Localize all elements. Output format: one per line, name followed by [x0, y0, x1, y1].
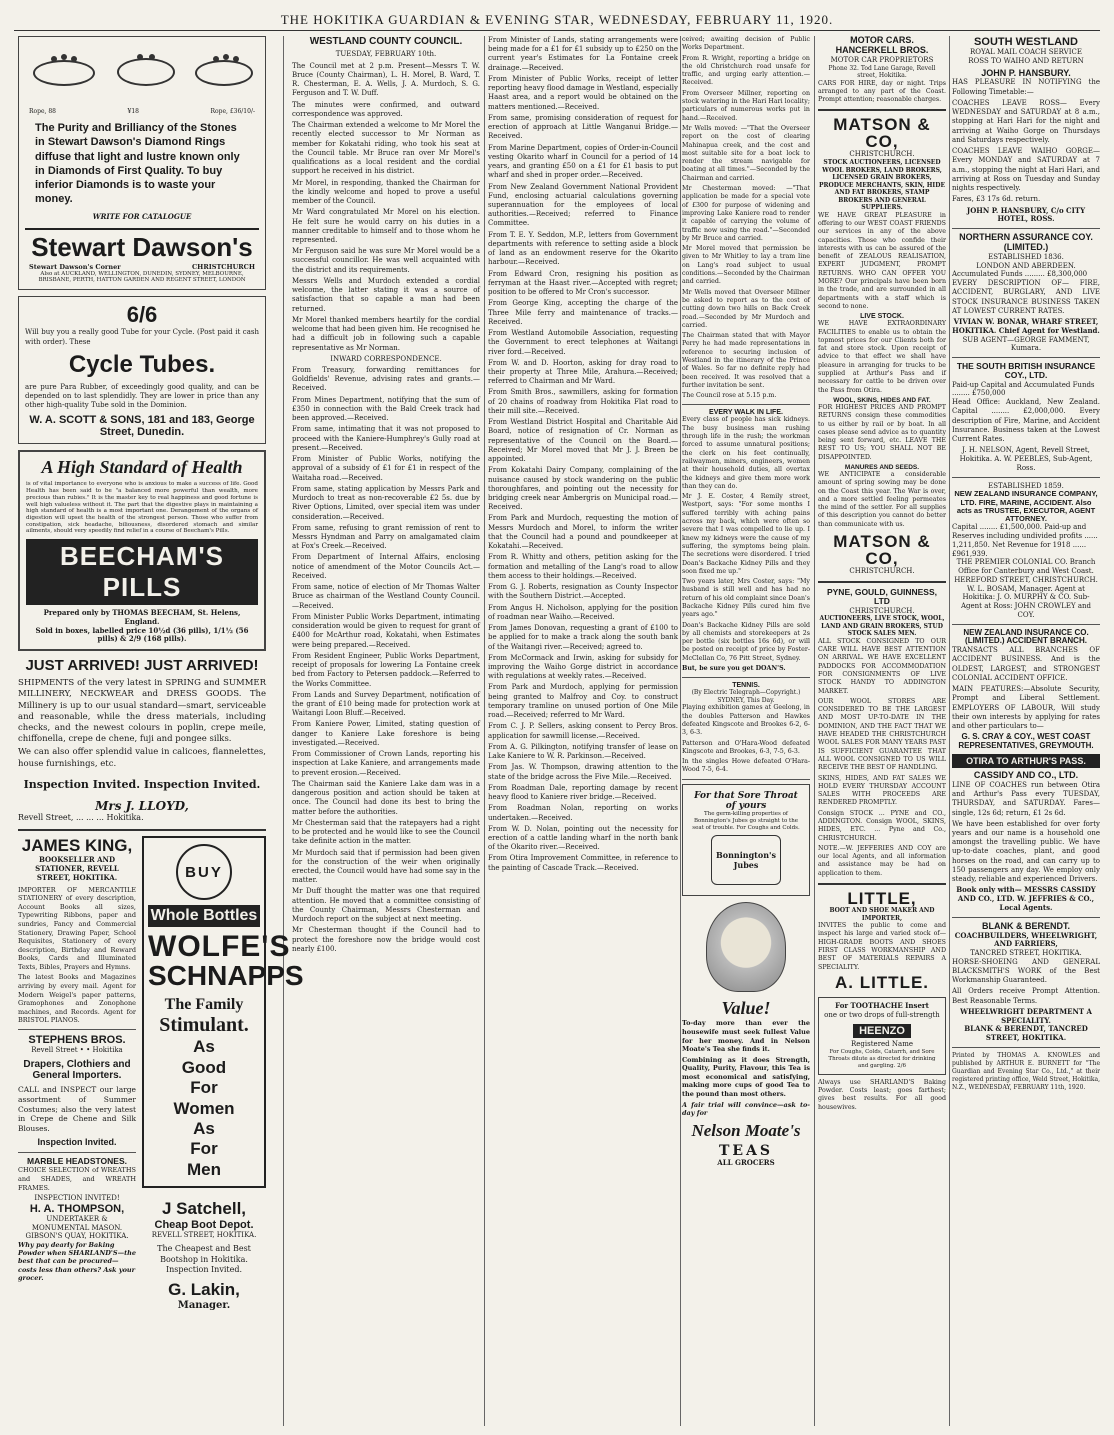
- walk-paragraph: Every class of people has sick kidneys. The busy business man rushing through life in the rush; the workman forced to assume unnatural positions; the clerk on his feet continually, railwaymen, miners, engineers, women at their household duties, all overtax the kidneys and give them more work than they can do.: [682, 416, 810, 490]
- council-paragraph: From same, intimating that it was not proposed to proceed with the Kaniere-Humphrey's Gully road at present.—Received.: [292, 425, 480, 452]
- council-paragraph: The Council rose at 5.15 p.m.: [682, 392, 777, 400]
- tennis-title: TENNIS.: [732, 682, 760, 690]
- na-established: ESTABLISHED 1836.: [988, 252, 1064, 261]
- wolfe-tag-line: As: [193, 1037, 215, 1057]
- beecham-maker: Prepared only by THOMAS BEECHAM, St. Helens, England.: [43, 608, 241, 626]
- nzacc-title: NEW ZEALAND INSURANCE CO. (LIMITED.) ACCIDENT BRANCH.: [963, 627, 1089, 646]
- dawson-city: CHRISTCHURCH: [192, 262, 255, 271]
- council-paragraph: From Overseer Millner, reporting on stock watering in the Hari Hari locality; particulars of numerous works put in hand.—Received.: [682, 89, 810, 122]
- council-paragraph: From T. E. Y. Seddon, M.P., letters from Government departments with reference to setting aside a block of land as an endowment reserve for the Okarito harbour.—Received.: [488, 230, 678, 267]
- satchell-ad: [142, 1194, 266, 1315]
- council-paragraph: From W. and D. Hoorton, asking for dray road to their property at Three Mile, Arahura.—Received; referred to Chairman and Mr Ward.: [488, 358, 678, 386]
- tennis-date: SYDNEY, This Day.: [717, 696, 775, 704]
- heenzo-sub: one or two drops of full-strength: [824, 1010, 940, 1019]
- beecham-sold: Sold in boxes, labelled price 10½d (36 pills), 1/1½ (56 pills) & 2/9 (168 pills).: [35, 625, 249, 644]
- council-paragraph: From Department of Internal Affairs, enclosing notice of amendment of the Motor Councils Act.—Received.: [292, 553, 480, 580]
- tea-lady-portrait: [706, 902, 786, 992]
- council-paragraph: The Chairman extended a welcome to Mr Morel the recently elected successor to Mr Norman as member for Kokatahi riding, who took his seat at the Council table. Mr Bruce ran over Mr Morel's qualifications as a local resident and the cordial support he received in his district.: [292, 121, 480, 176]
- hansbury-signature: JOHN P. HANSBURY, C/o CITY HOTEL, ROSS.: [966, 205, 1086, 224]
- nelson-body2: Combining as it does Strength, Quality, Purity, Flavour, this Tea is most economical and satisfying, making more cups of good Tea to the pound than most others.: [682, 1055, 810, 1098]
- council-paragraph: From Westland Automobile Association, requesting the Government to erect telephones at Waitangi river ford.—Received.: [488, 329, 678, 356]
- matson2-title: MATSON & CO,: [833, 532, 931, 569]
- bonnington-brand: Bonnington's Jubes: [716, 850, 776, 871]
- hansbury-coach: COACHES LEAVE ROSS— Every WEDNESDAY and SATURDAY at 8 a.m., stopping at Hari Hari for the night and arriving at Waiho Gorge on Thursdays and Saturdays respectively.: [952, 98, 1100, 144]
- wolfe-tag-line: Men: [187, 1159, 221, 1179]
- council-paragraph: From same, notice of election of Mr Thomas Walter Bruce as chairman of the Westland County Council.—Received.: [292, 583, 480, 610]
- dawson-ad: [18, 36, 266, 290]
- wolfe-tagline: [148, 1037, 260, 1180]
- nelson-teas: TEAS: [718, 1142, 774, 1159]
- lloyd-address: Revell Street, ... ... ... Hokitika.: [18, 812, 144, 822]
- council-paragraph: From Edward Cron, resigning his position as ferryman at the Haast river.—Accepted with regret; position to be offered to Mr Cron's successor.: [488, 269, 678, 297]
- beecham-ad: [18, 450, 266, 651]
- thompson-title: MARBLE HEADSTONES.: [27, 1156, 127, 1167]
- tube-title: Cycle Tubes.: [68, 350, 216, 378]
- cray-agent: G. S. CRAY & COY., WEST COAST REPRESENTATIVES, GREYMOUTH.: [958, 732, 1094, 751]
- king-sub: BOOKSELLER AND STATIONER, REVELL STREET, HOKITIKA.: [35, 855, 119, 882]
- otira-book: Book only with— MESSRS CASSIDY AND CO., LTD. W. JEFFRIES & CO., Local Agents.: [956, 885, 1096, 912]
- council-paragraph: From Minister of Lands, stating arrangements were being made for a £1 for £1 subsidy up to £250 on the current year's Estimates for La Fontaine creek drainage.—Received.: [488, 36, 678, 72]
- hansbury-fare: Fares, £3 17s 6d. return.: [952, 195, 1041, 204]
- council-paragraph: From Kaniere Power, Limited, stating question of danger to Kaniere Lake foreshore is being investigated.—Received.: [292, 720, 480, 747]
- council-paragraph: Mr Ward congratulated Mr Morel on his election. He felt sure he would carry on his duties in a manner creditable to himself and to those whom he represented.: [292, 208, 480, 244]
- wolfe-tag-line: For: [190, 1078, 218, 1098]
- council-paragraph: ceived; awaiting decision of Public Works Department.: [682, 36, 810, 52]
- council-paragraph: From W. D. Nolan, pointing out the necessity for erection of a cattle landing wharf in the north bank of the Okarito river.—Received.: [488, 824, 678, 852]
- sb-capital: Paid-up Capital and Accumulated Funds ........ £750,000: [952, 380, 1095, 398]
- council-paragraph: From C. J. P. Sellers, asking consent to Percy Bros. application for sawmill license.—Received.: [488, 722, 678, 740]
- council-paragraph: From Park and Murdoch, requesting the motion of Messrs Murdoch and Morel, to inform the writer that the Council had a pound and poundkeeper at Kokatahi.—Received.: [488, 514, 678, 551]
- council-paragraph: Mr Morel, in responding, thanked the Chairman for the kindly welcome and hoped to prove a useful member of the Council.: [292, 178, 480, 206]
- wolfe-family: The Family: [164, 996, 244, 1014]
- otira-body: LINE OF COACHES run between Otira and Arthur's Pass every TUESDAY, THURSDAY, and SATURDAY. Fares—single, 12s 6d; return, £1 2s 6d.: [952, 780, 1100, 817]
- pgg-body: ALL STOCK CONSIGNED TO OUR CARE WILL HAVE BEST ATTENTION ON ARRIVAL. WE HAVE EXCELLENT PADDOCKS FOR ACCOMMODATION FOR CONSIGNMENTS OF LIVE STOCK HANDY TO ADDINGTON MARKET.: [818, 637, 946, 695]
- beecham-brand: BEECHAM'S PILLS: [26, 539, 258, 605]
- ring-prices: [25, 108, 259, 115]
- hansbury-body: HAS PLEASURE IN NOTIFYING the Following Timetable:—: [952, 78, 1100, 96]
- live-title: LIVE STOCK.: [860, 313, 904, 321]
- hansbury-return: COACHES LEAVE WAIHO GORGE— Every MONDAY and SATURDAY at 7 a.m., stopping the night at Hari Hari, and arriving at Ross on Tuesday and Sunday nights respectively.: [952, 147, 1100, 193]
- sw-route: ROSS TO WAIHO AND RETURN: [968, 56, 1084, 65]
- column-divider: [814, 36, 815, 1426]
- blank-title: BLANK & BERENDT.: [981, 920, 1070, 931]
- king-body: IMPORTER OF MERCANTILE STATIONERY of every description, Account Books all sizes, Typewriting Ribbons, paper and sundries, Fancy and Commercial Stationery, Drawing Paper, School Requisites, Stationery of every description, Birthday and Reward Books, Cards and Illuminated Texts, Bibles, Prayers and Hymns.: [18, 885, 136, 971]
- council-paragraph: From Otira Improvement Committee, in reference to the painting of Cascade Track.—Received.: [488, 854, 678, 872]
- nelson-cta: A fair trial will convince—ask to-day for: [682, 1100, 810, 1118]
- lloyd-ad: [18, 657, 266, 823]
- council-paragraph: From Minister Public Works Department, intimating consideration would be given to request for grant of £400 for McArthur road, Kokatahi, when Estimates were being prepared.—Received.: [292, 612, 480, 649]
- wool-body: FOR HIGHEST PRICES AND PROMPT RETURNS consign these commodities to us either by rail or by boat. In all cases please send advice as to quantity being sent forward, etc. LEAVE THE REST TO US; YOU SHALL NOT BE DISAPPOINTED.: [818, 403, 946, 461]
- council-paragraph: From Roadman Dale, reporting damage by recent heavy flood to Kaniere river bridge.—Received.: [488, 783, 678, 802]
- beecham-title: A High Standard of Health: [41, 457, 243, 478]
- matson-body: WE HAVE GREAT PLEASURE in offering to our WEST COAST FRIENDS our services in any of the above capacities. Those who confide their interests with us can be assured of the benefit of ZEALOUS REALISATION, EXPERT JUDGMENT, PROMPT RETURNS. WHO CAN OFFER YOU MORE? Our principals have been born in the trade, and are surrounded in all departments with a staff which is second to none.: [818, 211, 946, 310]
- stephens-name: STEPHENS BROS.: [28, 1033, 126, 1046]
- walk-paragraph: But, be sure you get DOAN'S.: [682, 665, 786, 673]
- council-paragraph: The Chairman said the Kaniere Lake dam was in a dangerous position and action should be taken at once. The Council had done its best to bring the matter before the authorities.: [292, 779, 480, 816]
- wolfe-stimulant: Stimulant.: [159, 1014, 249, 1037]
- council-paragraph: Mr Chesterman thought if the Council had to protect the foreshore now the bridge would cost nearly £100.: [292, 926, 480, 953]
- blank-signature: BLANK & BERENDT, TANCRED STREET, HOKITIKA.: [964, 1024, 1088, 1043]
- wolfe-tag-line: Women: [173, 1098, 235, 1118]
- council-paragraph: From same, stating application by Messrs Park and Murdoch to treat as non-recoverable £2 5s. due by River Options, Limited, over special item was under consideration.—Received.: [292, 484, 480, 521]
- council-paragraph: From Marine Department, copies of Order-in-Council vesting Okarito wharf in Council for a period of 14 years, and granting £50 on a £1 for £1 basis to put wharf and shed in proper order.—Received.: [488, 143, 678, 180]
- nz-funds: Capital ........ £1,500,000. Paid-up and Reserves including undivided profits ...... 1,211,850. Net Revenue for 1918 ...... £961,939.: [952, 523, 1098, 558]
- tennis-paragraph: Playing exhibition games at Geelong, in the doubles Patterson and Hawkes defeated Kingscote and Brookes 6-2, 6-3, 6-3.: [682, 704, 810, 737]
- sb-body: Head Office: Auckland, New Zealand. Capital ........ £2,000,000. Every description of Fire, Marine, and Accident Insurance. Business taken at the Lowest Current Rates.: [952, 398, 1100, 444]
- pgg-consign: Consign STOCK ... PYNE and CO., ADDINGTON. Consign WOOL, SKINS, HIDES, ETC. ... Pyne and Co., CHRISTCHURCH.: [818, 809, 946, 842]
- bonnington-body: The germ-killing properties of Bonnington's Jubes go straight to the seat of trouble. For Coughs and Colds.: [692, 810, 800, 831]
- rings-illustration: [25, 44, 259, 104]
- masthead: THE HOKITIKA GUARDIAN & EVENING STAR, WEDNESDAY, FEBRUARY 11, 1920.: [280, 12, 834, 27]
- council-paragraph: From Smith Bros., sawmillers, asking for formation of 20 chains of roadway from Hokitika Flat road to their mill site.—Received.: [488, 388, 678, 415]
- otira-more: We have been established for over forty years and our name is a household one amongst the travelling public. We have up-to-date coaches, plant, and good horses on the road, and can carry up to 150 passengers any day. We employ only steady, reliable and experienced Drivers.: [952, 819, 1100, 884]
- council-title: WESTLAND COUNTY COUNCIL.: [309, 36, 463, 47]
- council-paragraph: The Council met at 2 p.m. Present—Messrs T. W. Bruce (County Chairman), L. H. Morel, B. Ward, T. R. Chesterman, E. A. Wells, J. A. Murdoch, S. G. Ferguson and T. W. Duff.: [292, 61, 480, 98]
- masthead-rule: [14, 30, 1100, 31]
- column-divider: [283, 36, 284, 1426]
- nz-established: ESTABLISHED 1859.: [988, 481, 1064, 490]
- column-2-council-report: [292, 36, 480, 1426]
- column-divider: [484, 36, 485, 1426]
- little-title: LITTLE,: [847, 889, 917, 909]
- dawson-cta: WRITE FOR CATALOGUE: [92, 211, 192, 221]
- heenzo-ad: [818, 997, 946, 1075]
- motor-title: MOTOR CARS.: [850, 35, 914, 45]
- council-paragraph: From same, refusing to grant remission of rent to Messrs Hyndman and Parry on amalgamated claim at Fox's Creek.—Received.: [292, 523, 480, 551]
- stephens-address: Revell Street • • Hokitika: [31, 1045, 123, 1054]
- council-paragraph: From Lands and Survey Department, notification of the grant of £10 being made for protection work at Waitangi Loon Bluff.—Received.: [292, 690, 480, 718]
- council-paragraph: From Minister of Public Works, notifying the approval of a subsidy of £1 for £1 in respect of the Waitaha road.—Received.: [292, 455, 480, 482]
- column-divider: [949, 36, 950, 1426]
- na-agent: VIVIAN W. BONAR, WHARF STREET, HOKITIKA. Chief Agent for Westland.: [952, 317, 1100, 335]
- council-paragraph: From Angus H. Nicholson, applying for the position of roadman near Waiho.—Received.: [488, 603, 678, 621]
- tube-firm: W. A. SCOTT & SONS, 181 and 183, George Street, Dunedin.: [29, 414, 255, 439]
- lloyd-head: JUST ARRIVED! JUST ARRIVED!: [25, 657, 259, 675]
- lakin-role: Manager.: [177, 1299, 231, 1311]
- sb-agent: J. H. NELSON, Agent, Revell Street, Hokitika. A. W. PEEBLES, Sub-Agent, Ross.: [959, 446, 1093, 472]
- col1-lower: [18, 836, 304, 1321]
- ring-price: ¥18: [127, 108, 139, 115]
- stephens-invite: Inspection Invited.: [37, 1137, 117, 1148]
- lloyd-invite: Inspection Invited. Inspection Invited.: [23, 777, 261, 791]
- council-date: TUESDAY, FEBRUARY 10th.: [335, 50, 437, 58]
- king-body2: The latest Books and Magazines arriving by every mail. Agent for Modern Weigel's paper patterns, Gramophones and Zonophone machines, and Records. Agent for BRISTOL PIANOS.: [18, 973, 136, 1025]
- pgg-city: CHRISTCHURCH.: [849, 606, 915, 615]
- walk-paragraph: Mr J. E. Coster, 4 Remily street, Westport, says: "For some months I suffered terribly with aching pains across my back, which were often so severe that I was compelled to lie up. I knew my kidneys were the cause of my suffering, the symptoms being plain. The secretions were disordered. I tried Doan's Backache Kidney Pills and they soon fixed me up.": [682, 493, 810, 575]
- nz-title: NEW ZEALAND INSURANCE COMPANY, LTD. FIRE, MARINE, ACCIDENT. Also acts as TRUSTEE, EXECUTOR, AGENT ATTORNEY.: [954, 489, 1098, 524]
- little-trade: BOOT AND SHOE MAKER AND IMPORTER,: [829, 907, 935, 922]
- council-paragraph: From A. G. Pilkington, notifying transfer of lease on Lake Kaniere to W. R. Parkinson.—Received.: [488, 742, 678, 761]
- council-paragraph: Mr Ferguson said he was sure Mr Morel would be a successful councillor. He was well acquainted with the district and its requirements.: [292, 247, 480, 274]
- manure-body: WE ANTICIPATE a considerable amount of spring sowing may be done on the Coast this year. The War is over, and a more settled feeling permeates the mind of the settler. For all supplies of this description you cannot do better than communicate with us.: [818, 470, 946, 528]
- nelson-value: Value!: [721, 998, 771, 1019]
- little-foot: A. LITTLE.: [834, 972, 930, 992]
- tennis-paragraph: Patterson and O'Hara-Wood defeated Kingscote and Brookes, 6-3, 7-5, 6-3.: [682, 739, 810, 755]
- matson-title: MATSON & CO,: [833, 115, 931, 152]
- council-paragraph: From Treasury, forwarding remittances for Goldfields' Revenue, advising rates and grants.—Received.: [292, 366, 480, 393]
- wolfe-tag-line: For: [190, 1139, 218, 1159]
- thompson-name: H. A. THOMPSON,: [29, 1202, 125, 1215]
- wolfe-name: WOLFE'S: [148, 930, 291, 964]
- council-paragraph: Mr Morel moved that permission be given to Mr Whitley to lay a tram line on Lang's road subject to usual conditions.—Seconded by the Chairman and carried.: [682, 245, 810, 286]
- council-paragraph: Mr Chesterman said that the ratepayers had a right to be protected and he would like to see the Council take definite action in the matter.: [292, 818, 480, 846]
- council-paragraph: From McCormack and Irwin, asking for subsidy for improving the Waiho Gorge district in accordance with regulations at weekly rates.—Received.: [488, 653, 678, 681]
- dawson-branches: Also at AUCKLAND, WELLINGTON, DUNEDIN, SYDNEY, MELBOURNE, BRISBANE, PERTH, HATTON GARDEN AND REGENT STREET, LONDON: [38, 270, 246, 284]
- tennis-source: (By Electric Telegraph—Copyright.): [691, 689, 801, 697]
- column-divider: [680, 36, 681, 1426]
- council-paragraph: Mr Morel thanked members heartily for the cordial welcome that had been given him. He recognised he had a difficult job in following such a capable representative as Mr Norman.: [292, 315, 480, 352]
- otira-title: CASSIDY AND CO., LTD.: [973, 769, 1079, 780]
- wolfe-tag-line: As: [193, 1118, 215, 1138]
- thompson-invite: INSPECTION INVITED!: [34, 1194, 120, 1203]
- lakin-name: G. Lakin,: [168, 1279, 240, 1299]
- council-paragraph: Mr Wells moved: —"That the Overseer report on the cost of clearing Mahinapua creek, and the cost and most suitable site for a boat lock to render the stream navigable for boating at all times."—Seconded by the Chairman and carried.: [682, 124, 810, 182]
- stephens-trade: Drapers, Clothiers and General Importers.: [23, 1058, 131, 1081]
- tube-intro: Will buy you a really good Tube for your Cycle. (Post paid it cash with order). These: [25, 328, 259, 346]
- blank-address: TANCRED STREET, HOKITIKA.: [970, 949, 1082, 958]
- tennis-paragraph: In the singles Howe defeated O'Hara-Wood 7-5, 6-4.: [682, 758, 810, 774]
- ring-price: Rope, £36/10/-: [210, 108, 255, 115]
- tube-body: are pure Para Rubber, of exceedingly good quality, and can be depended on to last splendidly. They are lower in price than any other high-quality Tube sold in the Dominion.: [25, 382, 259, 410]
- heenzo-tag: For Coughs, Colds, Catarrh, and Sore Throats dilute as directed for drinking and gargling. 2/6: [828, 1049, 936, 1069]
- blank-wheel: WHEELWRIGHT DEPARTMENT A SPECIALITY.: [960, 1006, 1092, 1025]
- hansbury-name: JOHN P. HANSBURY.: [981, 67, 1071, 78]
- beecham-body: is of vital importance to everyone who is anxious to make a success of life. Good Health has been said to be "a balanced more powerful than wealth, more precious than rubies." It is the master key to real happiness and good fortune is well high valueless without it. The part that the digestive plays in maintaining a high standard of health is a most important one. Derangement of the organs of digestion will upset the health of the strongest person. Those who suffer from constipation, sick headache, biliousness, disordered stomach and similar ailments, should very speedily find relief in a course of Beecham's Pills.: [26, 481, 258, 535]
- wolfe-whole: Whole Bottles: [148, 905, 260, 927]
- motor-address: Phone 32. Tod Lane Garage, Revell street, Hokitika.: [828, 64, 936, 80]
- pgg-trade: AUCTIONEERS, LIVE STOCK, WOOL, LAND AND GRAIN BROKERS, STUD STOCK SALES MEN.: [819, 615, 945, 638]
- council-paragraph: From Roadman Nolan, reporting on works undertaken.—Received.: [488, 804, 678, 822]
- wool-title: WOOL, SKINS, HIDES AND FAT.: [833, 396, 931, 404]
- pgg-note: NOTE.—W. JEFFERIES AND COY are our local Agents, and all information and assistance may be had on application to them.: [818, 844, 946, 877]
- council-paragraph: From Minister of Public Works, receipt of letter reporting heavy flood damage in Westland, especially Haast area, and a report would be obtained on the matters mentioned.—Received.: [488, 74, 678, 111]
- cycle-tubes-ad: [18, 296, 266, 444]
- lloyd-name: Mrs J. LLOYD,: [95, 798, 189, 813]
- matson2-city: CHRISTCHURCH.: [849, 567, 915, 576]
- council-paragraph: From Jas. W. Thompson, drawing attention to the state of the bridge across the Five Mile.—Received.: [488, 763, 678, 781]
- nelson-body: To-day more than ever the housewife must seek fullest Value for her money. And in Nelson Moate's Tea she finds it.: [682, 1019, 810, 1054]
- bonnington-head: For that Sore Throat of yours: [694, 790, 798, 811]
- satchell-depot: Cheap Boot Depot.: [154, 1219, 254, 1232]
- tube-price: 6/6: [126, 302, 158, 328]
- manure-title: MANURES AND SEEDS.: [844, 463, 920, 471]
- blank-orders: All Orders receive Prompt Attention. Best Reasonable Terms.: [952, 987, 1100, 1005]
- motor-sub: MOTOR CAR PROPRIETORS: [830, 55, 934, 64]
- heenzo-head: For TOOTHACHE Insert: [835, 1000, 929, 1010]
- col1-lower-right: [142, 836, 304, 1321]
- council-paragraph: From same, promising consideration of request for erection of approach at Little Wanganui Bridge.—Received.: [488, 113, 678, 141]
- sharland-tag: Why pay dearly for Baking Powder when SHARLAND'S—the best that can be procured—costs less than others? Ask your grocer.: [18, 1241, 136, 1282]
- little-body: INVITES the public to come and inspect his large and varied stock of— HIGH-GRADE BOOTS AND SHOES FIRST CLASS WORKMANSHIP AND BEST OF MATERIALS REPAIRS A SPECIALITY.: [818, 922, 946, 971]
- council-paragraph: From New Zealand Government National Provident Fund, enclosing actuarial calculations governing superannuation for the employees of local authorities.—Received; referred to Finance Committee.: [488, 182, 678, 228]
- sharland-footer: Always use SHARLAND'S Baking Powder. Costs least; goes farthest; gives best results. For all good housewives.: [818, 1078, 946, 1111]
- matson-city: CHRISTCHURCH.: [849, 150, 915, 159]
- council-paras: [292, 62, 480, 954]
- col1-lower-left: [18, 836, 136, 1321]
- stephens-body: CALL and INSPECT our large assortment of Summer Costumes; also the very latest in Crepe de Chene and Silk Blouses.: [18, 1084, 136, 1134]
- dawson-body: The Purity and Brilliancy of the Stones in Stewart Dawson's Diamond Rings diffuse that light and lustre known only in Diamonds of First Quality. To buy inferior Diamonds is to waste your money.: [35, 122, 240, 206]
- satchell-body: The Cheapest and Best Bootshop in Hokitika. Inspection Invited.: [157, 1243, 251, 1275]
- council-paragraph: The minutes were confirmed, and outward correspondence was approved.: [292, 100, 480, 118]
- na-body: EVERY DESCRIPTION OF— FIRE, ACCIDENT, BURGLARY, AND LIVE STOCK INSURANCE BUSINESS TAKEN AT LOWEST CURRENT RATES.: [952, 279, 1100, 315]
- live-body: WE HAVE EXTRAORDINARY FACILITIES to enable us to obtain the topmost prices for our Clients both for fat and store stock. Upon receipt of advice to that effect we shall have pleasure in arranging for trucks to be supplied at Arthur's Pass and if necessary for cattle to be driven over the Pass from Otira.: [818, 320, 946, 394]
- wolfe-tag-line: Good: [181, 1057, 227, 1077]
- council-paragraph: Mr Chesterman moved: —"That application be made for a special vote of £300 for purpose of widening and improving Lake Kaniere road to render it capable of carrying the volume of traffic now using the road."—Seconded by Mr Bruce and carried.: [682, 185, 810, 242]
- na-title: NORTHERN ASSURANCE COY. (LIMITED.): [959, 232, 1093, 252]
- council-paragraph: From Westland District Hospital and Charitable Aid Board, notice of resignation of Cr. Norman as representative of the Council on the Board.—Received; Mr Morel moved that Mr J. J. Breen be appointed.: [488, 418, 678, 464]
- nzacc-main: MAIN FEATURES:—Absolute Security, Prompt and Liberal Settlement. EMPLOYERS OF LABOUR, Will study their own interests by applying for rates and other particulars to—: [952, 685, 1100, 731]
- column-3-council-continued: [488, 36, 678, 1426]
- dawson-brand: Stewart Dawson's: [25, 228, 259, 263]
- council-paragraph: From James Donovan, requesting a grant of £100 to be applied for to make a track along the south bank of the Waitangi river.—Received; agreed to.: [488, 624, 678, 651]
- wolfe-schnapps: SCHNAPPS: [148, 960, 304, 992]
- council-paragraph: From Mines Department, notifying that the sum of £350 in connection with the Bald Creek track had been approved.—Received.: [292, 395, 480, 423]
- matson-trade: STOCK AUCTIONEERS, LICENSED WOOL BROKERS, LAND BROKERS, LICENSED GRAIN BROKERS, PRODUCE MERCHANTS, SKIN, HIDE AND FAT BROKERS, STAMP BROKERS AND GENERAL SUPPLIERS.: [818, 159, 946, 212]
- dawson-corner: Stewart Dawson's Corner: [29, 262, 121, 271]
- pgg-title: PYNE, GOULD, GUINNESS, LTD: [826, 586, 938, 607]
- walk-paragraph: Two years later, Mrs Coster, says: "My husband is still well and has had no return of his old complaint since Doan's Backache Kidney Pills cured him five years ago.": [682, 578, 810, 619]
- council-paragraph: From G. J. Roberts, resignation as County Inspector with the Southern District.—Accepted.: [488, 583, 678, 601]
- council-paragraph: Mr Duff thought the matter was one that required attention. He moved that a committee consisting of the County Chairman, Messrs Chesterman and Murdoch report on the subject at next meeting.: [292, 887, 480, 924]
- sw-sub: ROYAL MAIL COACH SERVICE: [970, 48, 1082, 57]
- heenzo-reg: Registered Name: [851, 1040, 913, 1049]
- council-paragraph: From R. Whitty and others, petition asking for the formation and metalling of the Lang's road to allow them access to their holdings.—Received.: [488, 553, 678, 580]
- nelson-grocers: ALL GROCERS: [717, 1157, 775, 1167]
- bonnington-ad: [682, 784, 810, 897]
- pgg-skins: SKINS, HIDES, AND FAT SALES WE HOLD EVERY THURSDAY ACCOUNT SALES WITH PROCEEDS ARE RENDERED PROMPTLY.: [818, 774, 946, 807]
- council-paragraph: Messrs Wells and Murdoch extended a cordial welcome, the latter stating it was a source of satisfaction that so capable a man had been returned.: [292, 276, 480, 313]
- wolfe-schnapps-ad: [142, 836, 304, 1188]
- thompson-body: CHOICE SELECTION of WREATHS and SHADES, and WREATH FRAMES.: [18, 1166, 136, 1192]
- motor-firm: HANCERKELL BROS.: [835, 44, 929, 55]
- pgg-wool: OUR WOOL STORES ARE CONSIDERED TO BE THE LARGEST AND MOST UP-TO-DATE IN THE DOMINION, AND THE FACT THAT WE HAVE HEADED THE CHRISTCHURCH WOOL SALES FOR MANY YEARS PAST IS SUFFICIENT GUARANTEE THAT ALL WOOL CONSIGNED TO US WILL RECEIVE THE BEST OF HANDLING.: [818, 697, 946, 772]
- na-city: LONDON AND ABERDEEN.: [976, 261, 1076, 270]
- heenzo-logo: HEENZO: [853, 1024, 911, 1038]
- walk-title: EVERY WALK IN LIFE.: [709, 409, 783, 417]
- satchell-address: REVELL STREET, HOKITIKA.: [151, 1231, 257, 1240]
- ring-price: Rope, 88: [29, 108, 56, 115]
- king-name: JAMES KING,: [21, 836, 133, 856]
- council-paragraph: From R. Wright, reporting a bridge on the old Christchurch road unsafe for traffic, and urging early attention.—Received.: [682, 54, 810, 87]
- blank-trade: COACHBUILDERS, WHEELWRIGHT, AND FARRIERS,: [954, 930, 1098, 949]
- na-funds: Accumulated Funds ......... £8,300,000: [952, 270, 1088, 279]
- council-paragraph: Mr Wells moved that Overseer Millner be asked to report as to the cost of cutting down two hills on Back Creek road.—Seconded by Mr Murdoch and carried.: [682, 288, 810, 329]
- column-6: [952, 36, 1100, 1426]
- walk-paragraph: Doan's Backache Kidney Pills are sold by all chemists and storekeepers at 2s per bottle (six bottles 16s 6d), or will be posted on receipt of price by Foster-McClellan Co, 76 Pitt Street, Sydney.: [682, 621, 810, 662]
- bonnington-tin: [711, 835, 781, 885]
- nz-agent: THE PREMIER COLONIAL CO. Branch Office for Canterbury and West Coast. HEREFORD STREET, CHRISTCHURCH. W. L. BOSAM, Manager. Agent at Hokitika: J. O. MURPHY & CO. Sub-Agent at Ross: JOHN CROWLEY and COY.: [954, 558, 1098, 619]
- sw-title: SOUTH WESTLAND: [974, 36, 1078, 48]
- nelson-brand: Nelson Moate's: [691, 1120, 801, 1140]
- sb-title: THE SOUTH BRITISH INSURANCE COY., LTD.: [956, 361, 1096, 381]
- blank-shoe: HORSE-SHOEING AND GENERAL BLACKSMITH'S WORK of the Best Workmanship Guaranteed.: [952, 957, 1100, 985]
- council-paragraph: From Commissioner of Crown Lands, reporting his inspection at Lake Kaniere, and arrangements made to prevent erosion.—Received.: [292, 750, 480, 777]
- satchell-name: J Satchell,: [161, 1199, 247, 1219]
- council-paragraph: Mr Murdoch said that if permission had been given for the construction of the weir when originally erected, the Council would have had some say in the matter.: [292, 848, 480, 885]
- column-4: [682, 36, 810, 1426]
- nzacc-body: TRANSACTS ALL BRANCHES OF ACCIDENT BUSINESS. And is the OLDEST, LARGEST, and STRONGEST COLONIAL ACCIDENT OFFICE.: [952, 646, 1100, 682]
- printer-imprint: Printed by THOMAS A. KNOWLES and published by ARTHUR E. BURNETT for "The Guardian and Evening Star Co., Ltd.," at their registered printing office, Weld Street, Hokitika, N.Z., WEDNESDAY, FEBRUARY 11th, 1920.: [952, 1051, 1100, 1091]
- dawson-address: [25, 263, 259, 271]
- council-subhead: INWARD CORRESPONDENCE.: [330, 354, 442, 363]
- column-5: [818, 36, 946, 1426]
- otira-bar: OTIRA TO ARTHUR'S PASS.: [952, 754, 1100, 768]
- motor-body: CARS FOR HIRE, day or night. Trips arranged to any part of the Coast. Prompt attention; reasonable charges.: [818, 79, 946, 104]
- thompson-trade: UNDERTAKER & MONUMENTAL MASON.: [31, 1214, 123, 1232]
- council-paragraph: From George King, accepting the charge of the Three Mile ferry and maintenance of tracks.—Received.: [488, 299, 678, 326]
- council-paragraph: From Kokatahi Dairy Company, complaining of the nuisance caused by stock wandering on the public thoroughfares, and pointing out the necessity for bridging creek near Ambergris on Municipal road.—Received.: [488, 466, 678, 512]
- council-paragraph: From Park and Murdoch, applying for permission being granted to Malfroy and Coy. to construct temporary tramline on unused portion of One Mile road.—Received; referred to Mr Ward.: [488, 683, 678, 720]
- thompson-address: GIBSON'S QUAY, HOKITIKA.: [25, 1232, 129, 1241]
- council-paragraph: From Resident Engineer, Public Works Department, receipt of proposals for lowering La Fontaine creek bed from Factory to Petersen paddock.—Referred to the Works Committee.: [292, 651, 480, 688]
- na-subagent: SUB AGENT—GEORGE FAMMENT, Kumara.: [962, 335, 1090, 353]
- column-1: [18, 36, 304, 1426]
- lloyd-body2: We can also offer splendid value in calicoes, flannelettes, house furnishings, etc.: [18, 747, 266, 769]
- council-paragraph: The Chairman stated that with Mayor Perry he had made representations in reference to securing inclusion of Westland in the itinerary of the Prince of Wales. So far no definite reply had been received. It was resolved that a further invitation be sent.: [682, 332, 810, 389]
- buy-badge: BUY: [176, 844, 232, 900]
- lloyd-body: SHIPMENTS of the very latest in SPRING and SUMMER MILLINERY, NECKWEAR and DRESS GOODS. The Millinery is up to our usual standard—smart, serviceable and reasonable, while the dress materials, including checks, and the newest colours in poplin, crepe meile, chiffonella, crepe de chene, fuji and pongee silks.: [18, 678, 266, 745]
